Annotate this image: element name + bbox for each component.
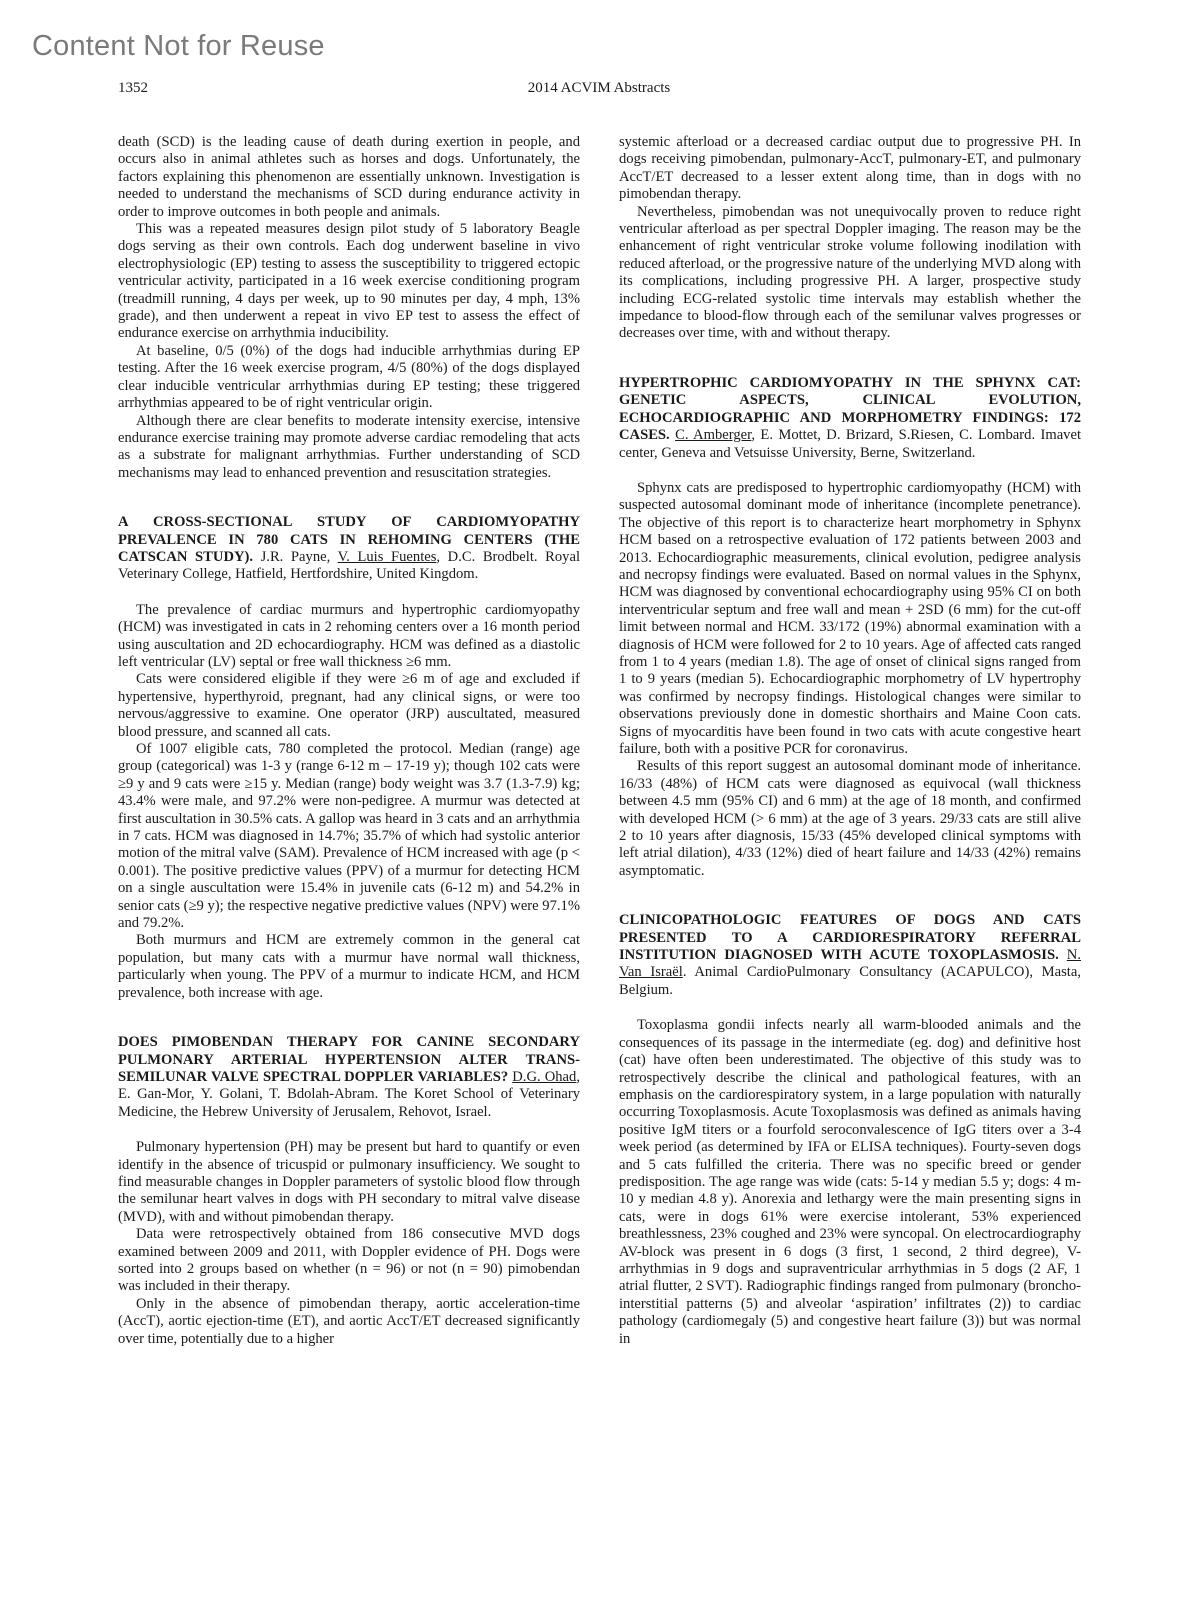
body-paragraph: Toxoplasma gondii infects nearly all warm-blooded animals and the consequences of its passage in the intermediate (eg. dog) and definitive host (cat) have often been underestimated. The objective of this study was to retrospectively describe the clinical and pathological features, with an emphasis on the cardiorespiratory system, in a large population with naturally occurring Toxoplasmosis. Acute Toxoplasmosis was defined as animals having positive IgM titers or a fourfold seroconvalescence of IgG titers over a 3-4 week period (as determined by IFA or ELISA techniques). Fourty-seven dogs and 5 cats fulfilled the criteria. There was no specific breed or gender predisposition. The age range was wide (cats: 5-14 y median 5.5 y; dogs: 4 m-10 y median 4.8 y). Anorexia and lethargy were the main presenting signs in cats, were in dogs 61% were exercise intolerant, 53% experienced breathlessness, 23% coughed and 23% were syncopal. On electrocardiography AV-block was present in 6 dogs (3 first, 1 second, 2 third degree), V-arrhythmias in 9 dogs and supraventricular arrhythmias in 5 dogs (2 AF, 1 atrial flutter, 2 SVT). Radiographic findings ranged from pulmonary (broncho-interstitial patterns (5) and alveolar ‘aspiration’ infiltrates (2)) to cardiac pathology (cardiomegaly (5) and congestive heart failure (3)) but was normal in xyxy=(619,1017,1081,1347)
authors-before: J.R. Payne, xyxy=(260,548,331,565)
authors-affiliation: , D.C. Brodbelt. Royal Veterinary College, Hatfield, Hertfordshire, United Kingdom. xyxy=(118,548,580,583)
body-paragraph: Data were retrospectively obtained from 186 consecutive MVD dogs examined between 2009 and 2011, with Doppler evidence of PH. Dogs were sorted into 2 groups based on whether (n = 96) or not (n = 90) pimobendan was included in their therapy. xyxy=(118,1226,580,1295)
abstract-heading xyxy=(619,912,1081,999)
abstract-title: DOES PIMOBENDAN THERAPY FOR CANINE SECONDARY PULMONARY ARTERIAL HYPERTENSION ALTER TRANS-SEMILUNAR VALVE SPECTRAL DOPPLER VARIABLES? xyxy=(118,1034,580,1085)
presenting-author: C. Amberger xyxy=(675,427,752,444)
abstract-pimobendan xyxy=(118,1034,580,1348)
body-paragraph: Of 1007 eligible cats, 780 completed the protocol. Median (range) age group (categorical) was 1-3 y (range 6-12 m – 17-19 y); though 102 cats were ≥9 y and 9 cats were ≥15 y. Median (range) body weight was 3.7 (1.3-7.9) kg; 43.4% were male, and 97.2% were non-pedigree. A murmur was detected at first auscultation in 30.5% cats. A gallop was heard in 3 cats and an arrhythmia in 7 cats. HCM was diagnosed in 14.7%; 35.7% of which had systolic anterior motion of the mitral valve (SAM). Prevalence of HCM increased with age (p < 0.001). The positive predictive values (PPV) of a murmur for detecting HCM on a single auscultation were 15.4% in juvenile cats (6-12 m) and 54.2% in senior cats (≥9 y); the respective negative predictive values (NPV) were 97.1% and 79.2%. xyxy=(118,741,580,932)
abstract-heading xyxy=(118,1034,580,1121)
body-paragraph: This was a repeated measures design pilot study of 5 laboratory Beagle dogs serving as their own controls. Each dog underwent baseline in vivo electrophysiologic (EP) testing to assess the susceptibility to triggered ectopic ventricular activity, participated in a 16 week exercise conditioning program (treadmill running, 4 days per week, up to 90 minutes per day, 4 mph, 13% grade), and then underwent a repeat in vivo EP test to assess the effect of endurance exercise on arrhythmia inducibility. xyxy=(118,221,580,342)
abstract-catscan xyxy=(118,514,580,1002)
right-column xyxy=(619,134,1081,1348)
body-paragraph: death (SCD) is the leading cause of death during exertion in people, and occurs also in animal athletes such as horses and dogs. Unfortunately, the factors explaining this phenomenon are essentially unknown. Investigation is needed to understand the mechanisms of SCD during endurance activity in order to improve outcomes in both people and animals. xyxy=(118,134,580,220)
page-number: 1352 xyxy=(118,80,148,96)
body-paragraph: The prevalence of cardiac murmurs and hypertrophic cardiomyopathy (HCM) was investigated in cats in 2 rehoming centers over a 16 month period using auscultation and 2D echocardiography. HCM was defined as a diastolic left ventricular (LV) septal or free wall thickness ≥6 mm. xyxy=(118,601,580,670)
body-paragraph: Although there are clear benefits to moderate intensity exercise, intensive endurance exercise training may promote adverse cardiac remodeling that acts as a substrate for malignant arrhythmias. Further understanding of SCD mechanisms may lead to enhanced prevention and resuscitation strategies. xyxy=(118,412,580,481)
body-paragraph: Cats were considered eligible if they were ≥6 m of age and excluded if hypertensive, hyperthyroid, pregnant, had any clinical signs, or were too nervous/aggressive to examine. One operator (JRP) auscultated, measured blood pressure, and scanned all cats. xyxy=(118,671,580,740)
abstract-toxoplasmosis xyxy=(619,912,1081,1348)
presenting-author: D.G. Ohad xyxy=(512,1068,577,1085)
abstract-heading xyxy=(619,375,1081,462)
body-paragraph: Both murmurs and HCM are extremely common in the general cat population, but many cats with a murmur have normal wall thickness, particularly when young. The PPV of a murmur to indicate HCM, and HCM prevalence, both increase with age. xyxy=(118,932,580,1001)
left-column xyxy=(118,134,580,1348)
presenting-author: N. Van Israël xyxy=(619,947,1081,981)
body-paragraph: Only in the absence of pimobendan therapy, aortic acceleration-time (AccT), aortic ejection-time (ET), and aortic AccT/ET decreased significantly over time, potentially due to a higher xyxy=(118,1295,580,1347)
watermark: Content Not for Reuse xyxy=(32,30,325,62)
abstract-title: A CROSS-SECTIONAL STUDY OF CARDIOMYOPATHY PREVALENCE IN 780 CATS IN REHOMING CENTERS (THE CATSCAN STUDY). xyxy=(118,514,580,565)
authors-affiliation: , E. Mottet, D. Brizard, S.Riesen, C. Lombard. Imavet center, Geneva and Vetsuisse University, Berne, Switzerland. xyxy=(619,427,1081,461)
body-paragraph: Sphynx cats are predisposed to hypertrophic cardiomyopathy (HCM) with suspected autosomal dominant mode of inheritance (incomplete penetrance). The objective of this report is to characterize heart morphometry in Sphynx HCM based on a retrospective evaluation of 172 patients between 2003 and 2013. Echocardiographic measurements, clinical evolution, pedigree analysis and necropsy findings were evaluated. Based on normal values in the Sphynx, HCM was diagnosed by conventional echocardiography using 95% CI on both interventricular septum and free wall and mean + 2SD (6 mm) for the cut-off limit between normal and HCM. 33/172 (19%) abnormal examination with a diagnosis of HCM were followed for 2 to 10 years. Age of affected cats ranged from 1 to 4 years (median 1.8). The age of onset of clinical signs ranged from 1 to 9 years (median 5). Echocardiographic morphometry of LV hypertrophy was confirmed by necropsy findings. Histological changes were similar to observations previously done in domestic shorthairs and Maine Coon cats. Signs of myocarditis have been found in two cats with acute congestive heart failure, both with a positive PCR for coronavirus. xyxy=(619,479,1081,757)
body-paragraph: Nevertheless, pimobendan was not unequivocally proven to reduce right ventricular afterload as per spectral Doppler imaging. The reason may be the enhancement of right ventricular stroke volume following inodilation with reduced afterload, or the progressive nature of the underlying MVD along with its complications, including progressive PH. A larger, prospective study including ECG-related systolic time intervals may establish whether the impedance to blood-flow through each of the semilunar valves progresses or decreases over time, with and without therapy. xyxy=(619,203,1081,342)
abstract-sphynx xyxy=(619,375,1081,880)
abstract-title: CLINICOPATHOLOGIC FEATURES OF DOGS AND CATS PRESENTED TO A CARDIORESPIRATORY REFERRAL INSTITUTION DIAGNOSED WITH ACUTE TOXOPLASMOSIS. xyxy=(619,912,1081,964)
journal-title: 2014 ACVIM Abstracts xyxy=(527,80,671,96)
authors-affiliation: , E. Gan-Mor, Y. Golani, T. Bdolah-Abram. The Koret School of Veterinary Medicine, the Hebrew University of Jerusalem, Rehovot, Israel. xyxy=(118,1068,580,1120)
body-paragraph: Pulmonary hypertension (PH) may be present but hard to quantify or even identify in the absence of tricuspid or pulmonary insufficiency. We sought to find measurable changes in Doppler parameters of systolic blood flow through the semilunar heart valves in dogs with PH secondary to mitral valve disease (MVD), with and without pimobendan therapy. xyxy=(118,1139,580,1225)
body-paragraph: At baseline, 0/5 (0%) of the dogs had inducible arrhythmias during EP testing. After the 16 week exercise program, 4/5 (80%) of the dogs displayed clear inducible ventricular arrhythmias during EP testing; these triggered arrhythmias appeared to be of right ventricular origin. xyxy=(118,342,580,412)
abstract-title: HYPERTROPHIC CARDIOMYOPATHY IN THE SPHYNX CAT: GENETIC ASPECTS, CLINICAL EVOLUTION, ECHOCARDIOGRAPHIC AND MORPHOMETRY FINDINGS: 172 CASES. xyxy=(619,374,1081,444)
presenting-author: V. Luis Fuentes xyxy=(337,548,437,565)
body-paragraph: systemic afterload or a decreased cardiac output due to progressive PH. In dogs receiving pimobendan, pulmonary-AccT, pulmonary-ET, and pulmonary AccT/ET decreased to a lesser extent along time, than in dogs with no pimobendan therapy. xyxy=(619,134,1081,203)
running-head xyxy=(118,80,1080,100)
abstract-heading xyxy=(118,514,580,584)
authors-affiliation: . Animal CardioPulmonary Consultancy (ACAPULCO), Masta, Belgium. xyxy=(619,964,1081,998)
body-paragraph: Results of this report suggest an autosomal dominant mode of inheritance. 16/33 (48%) of HCM cats were diagnosed as equivocal (wall thickness between 4.5 mm (95% CI) and 6 mm) at the age of 18 month, and confirmed with developed HCM (> 6 mm) at the age of 3 years. 29/33 cats are still alive 2 to 10 years after diagnosis, 15/33 (45% developed clinical symptoms with left atrial dilation), 4/33 (12%) died of heart failure and 14/33 (42%) remains asymptomatic. xyxy=(619,758,1081,879)
